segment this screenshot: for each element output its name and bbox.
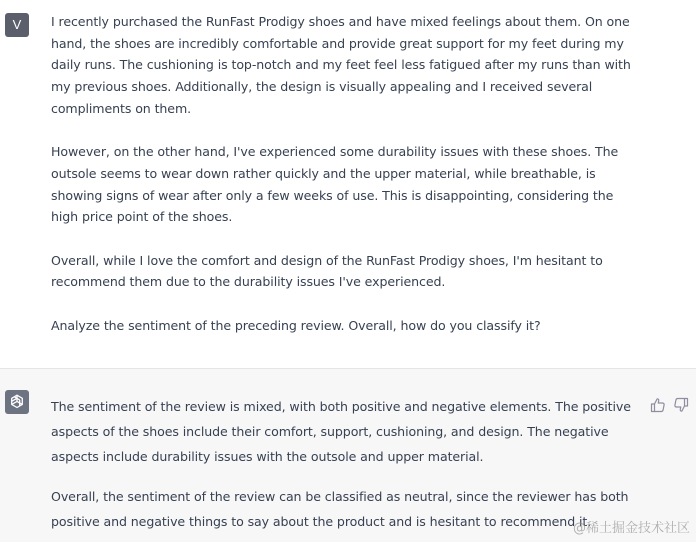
assistant-paragraph: Overall, the sentiment of the review can be classified as neutral, since the reviewer has both positive and negative things to say about the product and is hesitant to recommend it.: [51, 489, 629, 529]
thumbs-down-icon[interactable]: [673, 397, 689, 413]
user-avatar: V: [5, 13, 29, 37]
assistant-message-text: [51, 394, 641, 549]
assistant-paragraph: The sentiment of the review is mixed, with both positive and negative elements. The positive aspects of the shoes include their comfort, support, cushioning, and design. The negative aspects include durability issues with the outsole and upper material.: [51, 399, 631, 464]
watermark: @稀土掘金技术社区: [572, 521, 690, 536]
assistant-message: [0, 368, 696, 542]
user-paragraph: However, on the other hand, I've experienced some durability issues with these shoes. The outsole seems to wear down rather quickly and the upper material, while breathable, is showing signs of wear after only a few weeks of use. This is disappointing, considering the high price point of the shoes.: [51, 144, 619, 225]
user-message-text: [51, 11, 641, 337]
user-paragraph: Analyze the sentiment of the preceding review. Overall, how do you classify it?: [51, 317, 541, 333]
user-paragraph: I recently purchased the RunFast Prodigy shoes and have mixed feelings about them. On one hand, the shoes are incredibly comfortable and provide great support for my feet during my daily runs. The cushioning is top-notch and my feet feel less fatigued after my runs than with my previous shoes. Additionally, the design is visually appealing and I received several compliments on them.: [51, 14, 631, 116]
openai-logo-icon: [5, 390, 29, 414]
user-paragraph: Overall, while I love the comfort and design of the RunFast Prodigy shoes, I'm hesitant to recommend them due to the durability issues I've experienced.: [51, 252, 603, 290]
thumbs-up-icon[interactable]: [650, 397, 666, 413]
